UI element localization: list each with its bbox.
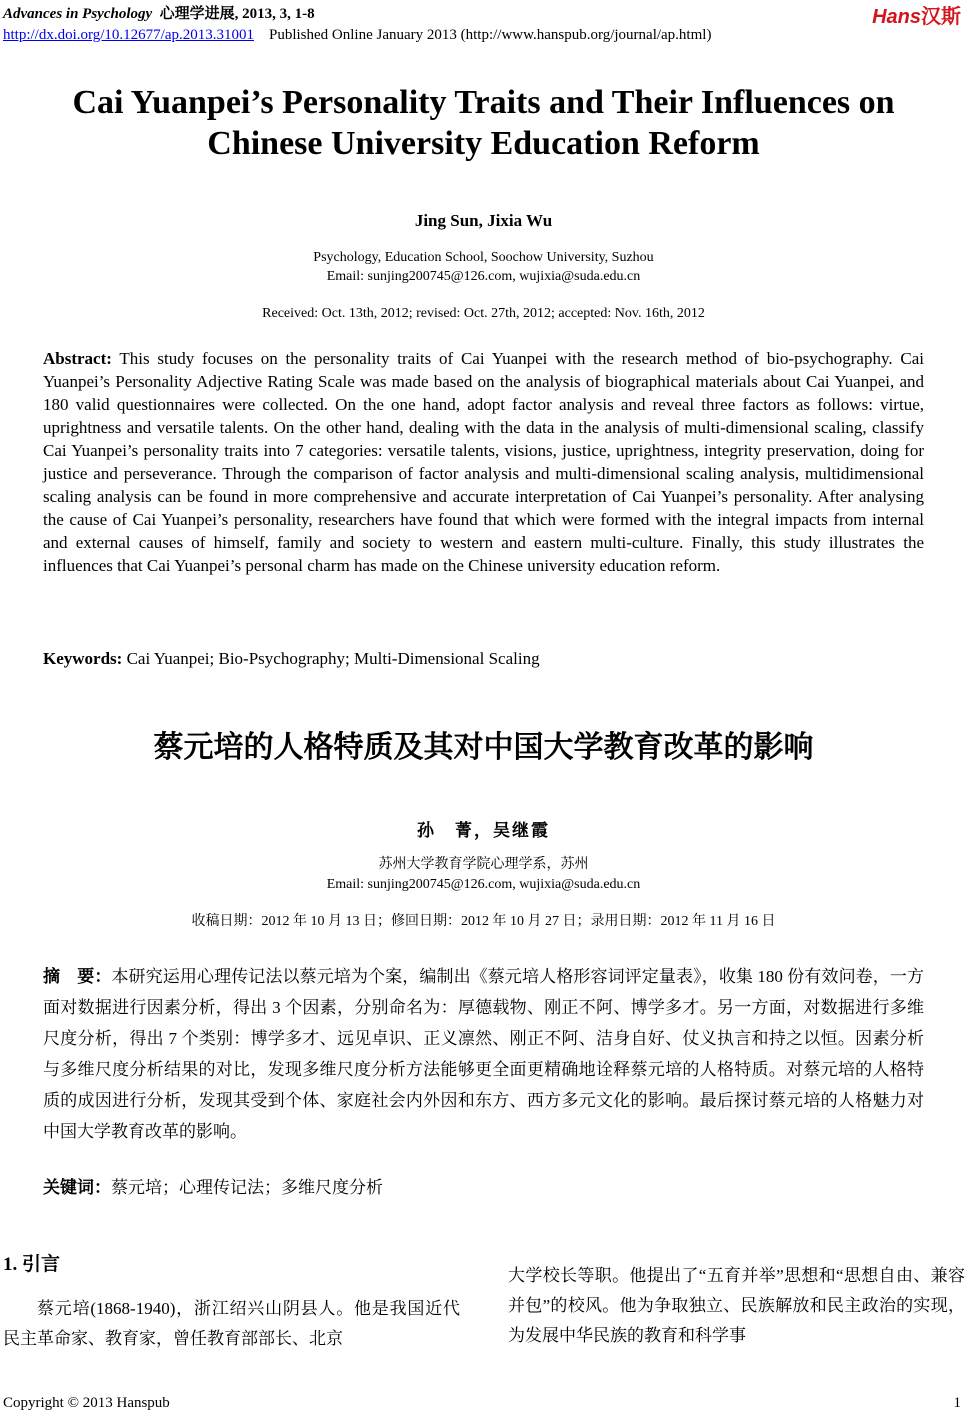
affiliation: Psychology, Education School, Soochow University, Suzhou xyxy=(313,250,654,265)
abstract xyxy=(43,347,924,577)
doi-link[interactable]: http://dx.doi.org/10.12677/ap.2013.31001 xyxy=(3,27,254,43)
chinese-abstract xyxy=(43,961,924,1147)
doi-line xyxy=(3,27,711,44)
hanspub-logo xyxy=(872,0,961,29)
chinese-abstract-label: 摘 要： xyxy=(43,967,112,986)
journal-name: Advances in Psychology xyxy=(3,6,153,22)
email: Email: sunjing200745@126.com, wujixia@suda.edu.cn xyxy=(326,269,641,284)
chinese-keywords xyxy=(43,1173,383,1198)
logo-en: Hans xyxy=(872,6,921,28)
authors: Jing Sun, Jixia Wu xyxy=(414,211,553,230)
abstract-label: Abstract: xyxy=(43,349,112,368)
title-line-1: Cai Yuanpei’s Personality Traits and Their Influences on xyxy=(72,84,895,121)
logo-cn: 汉斯 xyxy=(921,6,961,28)
right-column-text: 大学校长等职。他提出了“五育并举”思想和“思想自由、兼容并包”的校风。他为争取独立、民族解放和民主政治的实现，为发展中华民族的教育和科学事 xyxy=(508,1266,965,1345)
chinese-email: Email: sunjing200745@126.com, wujixia@suda.edu.cn xyxy=(326,877,641,892)
journal-header xyxy=(3,2,315,23)
page-number: 1 xyxy=(953,1395,961,1411)
chinese-title: 蔡元培的人格特质及其对中国大学教育改革的影响 xyxy=(153,730,814,765)
keywords xyxy=(43,649,540,669)
chinese-authors: 孙 菁，吴继霞 xyxy=(417,821,550,840)
chinese-keywords-label: 关键词： xyxy=(43,1178,111,1197)
title-line-2: Chinese University Education Reform xyxy=(207,125,760,162)
paper-title xyxy=(0,82,967,164)
journal-citation: 心理学进展, 2013, 3, 1-8 xyxy=(159,6,315,22)
copyright: Copyright © 2013 Hanspub xyxy=(3,1395,170,1411)
left-column-text: 蔡元培(1868-1940)，浙江绍兴山阴县人。他是我国近代民主革命家、教育家，曾任教育部部长、北京 xyxy=(3,1299,460,1348)
keywords-label: Keywords: xyxy=(43,649,123,668)
received-dates: Received: Oct. 13th, 2012; revised: Oct. 27th, 2012; accepted: Nov. 16th, 2012 xyxy=(262,306,705,321)
abstract-text: This study focuses on the personality traits of Cai Yuanpei with the research method of bio-psychography. Cai Yuanpei’s Personality Adjective Rating Scale was made based on the analysis of biographical materials about Cai Yuanpei, and 180 valid questionnaires were collected. On the one hand, adopt factor analysis and reveal three factors as follows: virtue, uprightness and versatile talents. On the other hand, dealing with the data in the analysis of multi-dimensional scaling, classify Cai Yuanpei’s personality traits into 7 categories: versatile talents, visions, justice, uprightness, integrity preservation, doing for justice and perseverance. Through the comparison of factor analysis and multi-dimensional scaling analysis, multidimensional scaling analysis can be found in more comprehensive and accurate interpretation of Cai Yuanpei’s personality. After analysing the cause of Cai Yuanpei’s personality, researchers have found that which were formed with the integral impacts from internal and external causes of himself, family and society to western and eastern multi-culture. Finally, this study illustrates the influences that Cai Yuanpei’s personal charm has made on the Chinese university education reform. xyxy=(43,349,924,575)
chinese-keywords-text: 蔡元培；心理传记法；多维尺度分析 xyxy=(111,1178,383,1197)
keywords-text: Cai Yuanpei; Bio-Psychography; Multi-Dimensional Scaling xyxy=(126,649,540,668)
published-info: Published Online January 2013 (http://www.hanspub.org/journal/ap.html) xyxy=(268,27,712,43)
chinese-abstract-text: 本研究运用心理传记法以蔡元培为个案，编制出《蔡元培人格形容词评定量表》，收集 180 份有效问卷，一方面对数据进行因素分析，得出 3 个因素，分别命名为：厚德载物、刚正不阿、博学多才。另一方面，对数据进行多维尺度分析，得出 7 个类别：博学多才、远见卓识、正义凛然、刚正不阿、洁身自好、仗义执言和持之以恒。因素分析与多维尺度分析结果的对比，发现多维尺度分析方法能够更全面更精确地诠释蔡元培的人格特质。对蔡元培的人格特质的成因进行分析，发现其受到个体、家庭社会内外因和东方、西方多元文化的影响。最后探讨蔡元培的人格魅力对中国大学教育改革的影响。 xyxy=(43,967,925,1141)
chinese-affiliation: 苏州大学教育学院心理学系，苏州 xyxy=(378,857,589,872)
section-heading: 1. 引言 xyxy=(3,1254,61,1275)
chinese-dates: 收稿日期：2012 年 10 月 13 日；修回日期：2012 年 10 月 27 日；录用日期：2012 年 11 月 16 日 xyxy=(191,914,776,929)
